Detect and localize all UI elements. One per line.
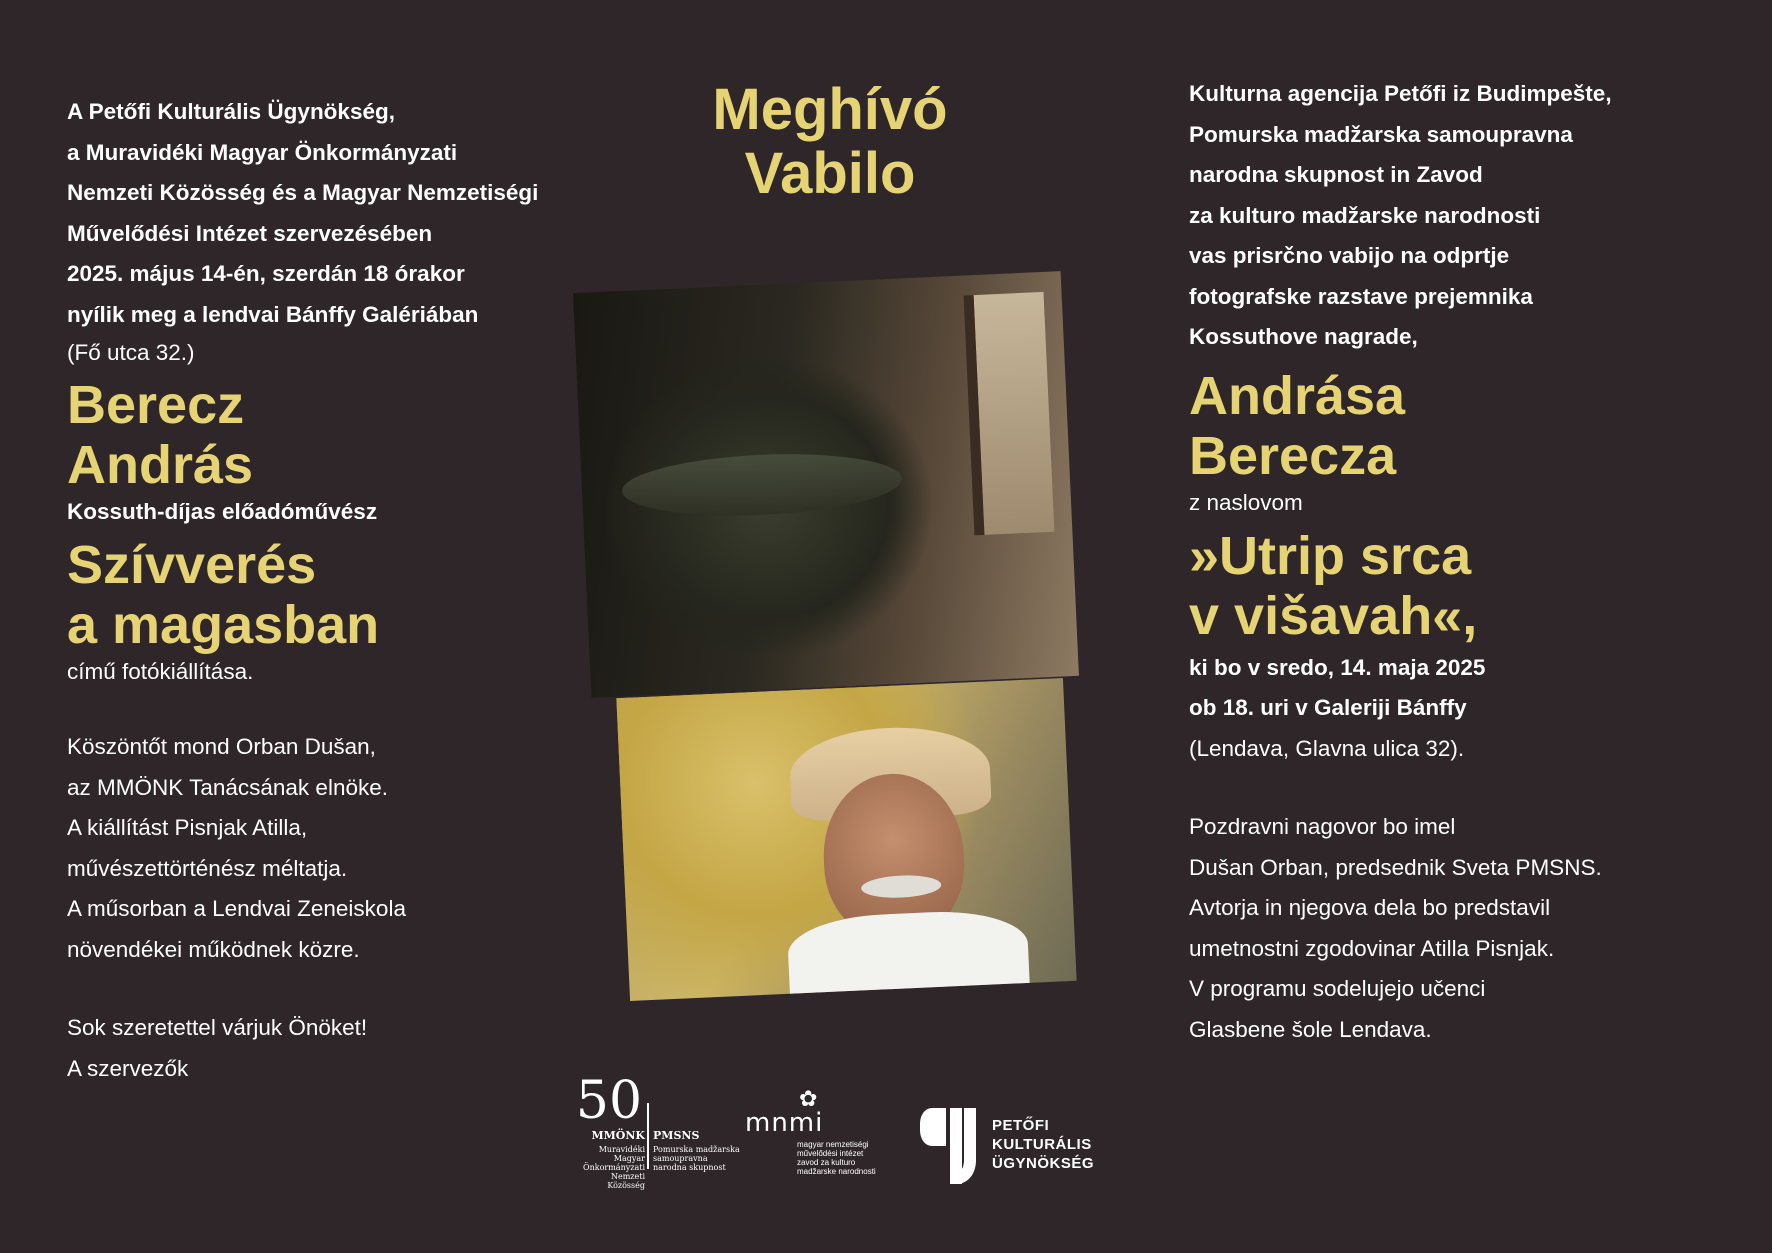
artist-portrait-photo — [616, 678, 1076, 1001]
sl-date-line: ob 18. uri v Galeriji Bánffy — [1189, 695, 1467, 720]
hu-program-line: művészettörténész méltatja. — [67, 855, 348, 881]
pmsns-full-name: Pomurska madžarska samoupravna narodna skupnost — [653, 1145, 740, 1172]
sl-intro-line: fotografske razstave prejemnika — [1189, 283, 1533, 309]
sl-exhibition-title: »Utrip srca — [1189, 525, 1472, 586]
sl-program-line: Pozdravni nagovor bo imel — [1189, 814, 1456, 839]
hu-title-suffix: című fotókiállítása. — [67, 659, 254, 684]
hu-artist-title: Kossuth-díjas előadóművész — [67, 499, 378, 524]
hu-program-line: A kiállítást Pisnjak Atilla, — [67, 815, 308, 840]
hu-intro-line: Nemzeti Közösség és a Magyar Nemzetiségi — [67, 180, 539, 205]
hu-program-line: A műsorban a Lendvai Zeneiskola — [67, 896, 406, 921]
hu-artist-name: Berecz — [67, 375, 245, 435]
sl-intro-line: Kossuthove nagrade, — [1189, 324, 1418, 349]
hu-intro-line: nyílik meg a lendvai Bánffy Galériában — [67, 301, 479, 327]
bell-rim — [621, 449, 903, 522]
hu-intro-line: Művelődési Intézet szervezésében — [67, 220, 433, 246]
sl-artist-name: Berecza — [1189, 425, 1397, 486]
hu-intro-line: 2025. május 14-én, szerdán 18 órakor — [67, 261, 465, 286]
sl-program-line: Avtorja in njegova dela bo predstavil — [1189, 895, 1551, 920]
hu-closing-line: A szervezők — [67, 1055, 189, 1081]
heading-hu: Meghívó — [712, 77, 948, 142]
petofi-agency-name: PETŐFI KULTURÁLIS ÜGYNÖKSÉG — [992, 1117, 1095, 1172]
sl-artist-name: Andrása — [1189, 365, 1406, 426]
sl-intro-line: za kulturo madžarske narodnosti — [1189, 202, 1541, 228]
sl-intro-line: Pomurska madžarska samoupravna — [1189, 121, 1573, 147]
bell-photo — [573, 271, 1079, 698]
heading-sl: Vabilo — [744, 141, 916, 206]
sl-intro-line: Kulturna agencija Petőfi iz Budimpešte, — [1189, 81, 1612, 106]
hu-address: (Fő utca 32.) — [67, 340, 195, 365]
flower-icon: ✿ — [799, 1086, 818, 1111]
petofi-agency-logo — [920, 1108, 1120, 1188]
mmonk-full-name: Muravidéki Magyar Önkormányzati Nemzeti Közösség — [583, 1145, 645, 1190]
sl-address: (Lendava, Glavna ulica 32). — [1189, 735, 1465, 761]
sl-date-line: ki bo v sredo, 14. maja 2025 — [1189, 654, 1486, 680]
mnmi-wordmark: mnmi — [745, 1108, 824, 1138]
invitation-heading — [700, 78, 960, 206]
sl-program-line: V programu sodelujejo učenci — [1189, 976, 1486, 1001]
hu-intro-line: a Muravidéki Magyar Önkormányzati — [67, 139, 458, 165]
logo-divider — [647, 1103, 649, 1169]
mnmi-full-name: magyar nemzetiségi művelődési intézet zavod za kulturo madžarske narodnosti — [797, 1140, 876, 1176]
shirt-shape — [787, 908, 1031, 1001]
hu-program-line: növendékei működnek közre. — [67, 936, 360, 962]
sl-program-line: umetnostni zgodovinar Atilla Pisnjak. — [1189, 935, 1555, 961]
hu-intro-line: A Petőfi Kulturális Ügynökség, — [67, 99, 395, 124]
mmonk-pmsns-logo — [575, 1071, 755, 1190]
sl-program-line: Glasbene šole Lendava. — [1189, 1016, 1432, 1042]
sl-subtitle: z naslovom — [1189, 489, 1303, 515]
anniversary-number: 50 — [575, 1071, 643, 1131]
mnmi-logo — [745, 1088, 905, 1178]
sl-exhibition-title: v višavah«, — [1189, 585, 1478, 646]
sl-intro-line: narodna skupnost in Zavod — [1189, 162, 1483, 187]
bell-tower-window — [964, 292, 1055, 535]
hu-exhibition-title: a magasban — [67, 595, 380, 655]
slovenian-column — [1189, 74, 1749, 1050]
sl-program-line: Dušan Orban, predsednik Sveta PMSNS. — [1189, 854, 1602, 880]
hu-closing-line: Sok szeretettel várjuk Önöket! — [67, 1015, 368, 1040]
pmsns-acronym: PMSNS — [653, 1129, 700, 1142]
hu-exhibition-title: Szívverés — [67, 535, 317, 595]
hu-program-line: az MMÖNK Tanácsának elnöke. — [67, 774, 388, 800]
mmonk-acronym: MMÖNK — [591, 1129, 645, 1142]
hu-program-line: Köszöntőt mond Orban Dušan, — [67, 734, 376, 759]
sl-intro-line: vas prisrčno vabijo na odprtje — [1189, 243, 1510, 268]
hu-artist-name: András — [67, 435, 254, 495]
hungarian-column — [67, 92, 627, 1089]
pilcrow-icon — [920, 1108, 980, 1184]
